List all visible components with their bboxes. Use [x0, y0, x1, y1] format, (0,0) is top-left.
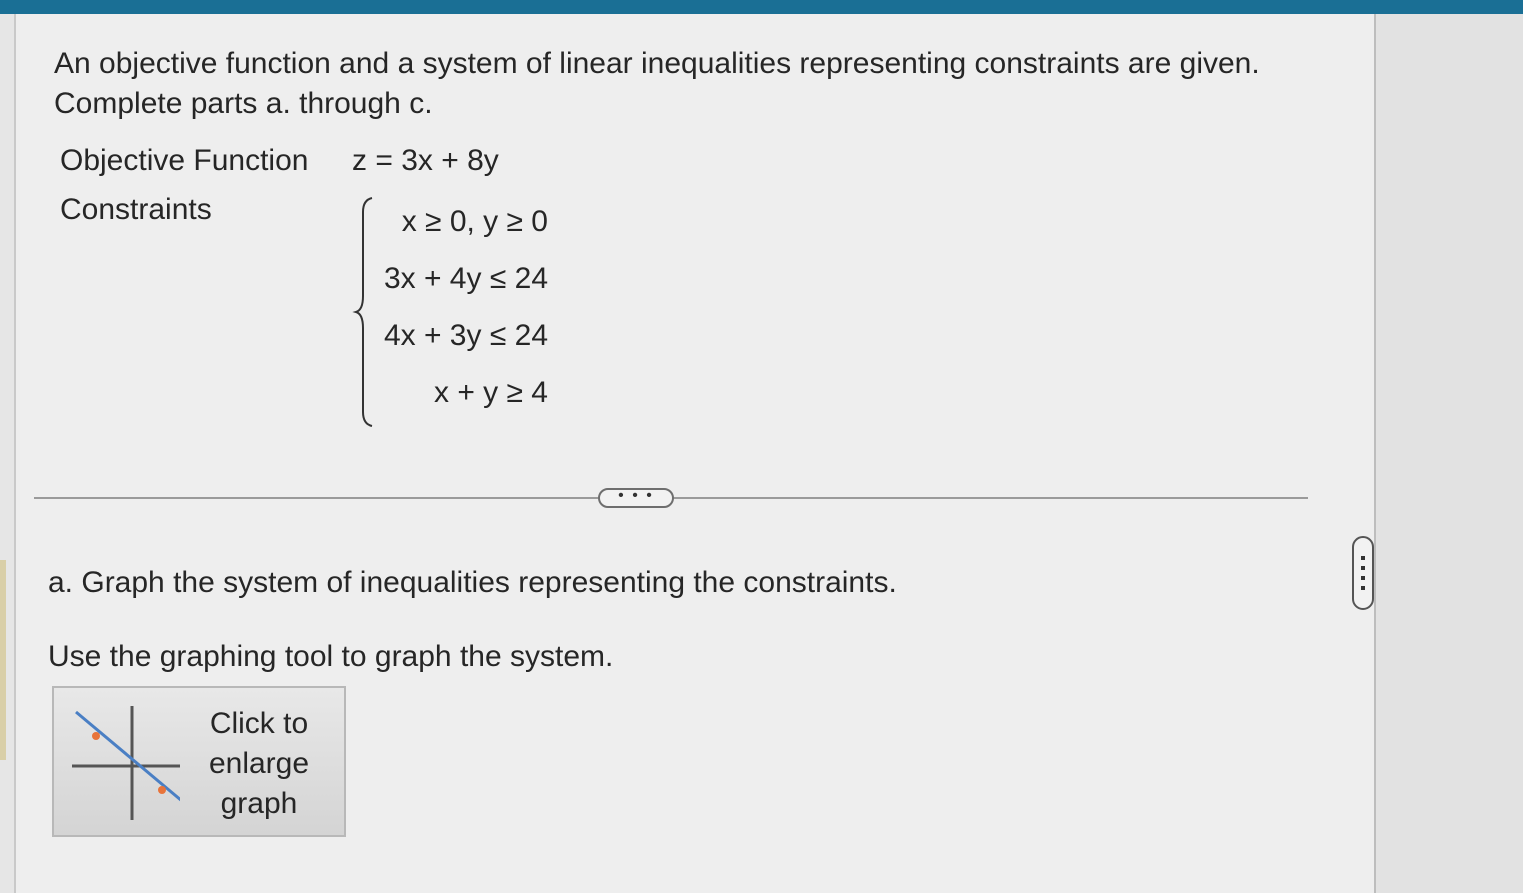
ellipsis-icon: • • • — [618, 487, 654, 504]
top-bar — [0, 0, 1523, 14]
constraints-label: Constraints — [60, 193, 212, 226]
side-panel-handle[interactable] — [1352, 536, 1374, 610]
constraint-3: 4x + 3y ≤ 24 — [383, 319, 548, 352]
constraints-brace — [352, 196, 378, 428]
graphing-instruction: Use the graphing tool to graph the system. — [48, 640, 614, 673]
vertical-ellipsis-icon — [1361, 556, 1365, 596]
graph-thumbnail-icon — [70, 702, 180, 822]
constraint-4: x + y ≥ 4 — [433, 376, 548, 409]
right-gutter — [1376, 14, 1523, 893]
objective-function-expression: z = 3x + 8y — [352, 144, 499, 177]
enlarge-graph-button[interactable] — [52, 686, 346, 837]
constraint-2: 3x + 4y ≤ 24 — [383, 262, 548, 295]
expand-more-button[interactable] — [598, 488, 674, 508]
constraint-nonnegativity: x ≥ 0, y ≥ 0 — [401, 205, 548, 238]
enlarge-graph-label: Click to enlarge graph — [208, 707, 310, 820]
problem-intro: An objective function and a system of linear inequalities representing constraints are given. Complete parts a. through c. — [54, 47, 1260, 120]
left-edge-strip — [0, 560, 6, 760]
part-a-heading: a. Graph the system of inequalities representing the constraints. — [48, 566, 897, 599]
objective-function-label: Objective Function — [60, 144, 309, 177]
